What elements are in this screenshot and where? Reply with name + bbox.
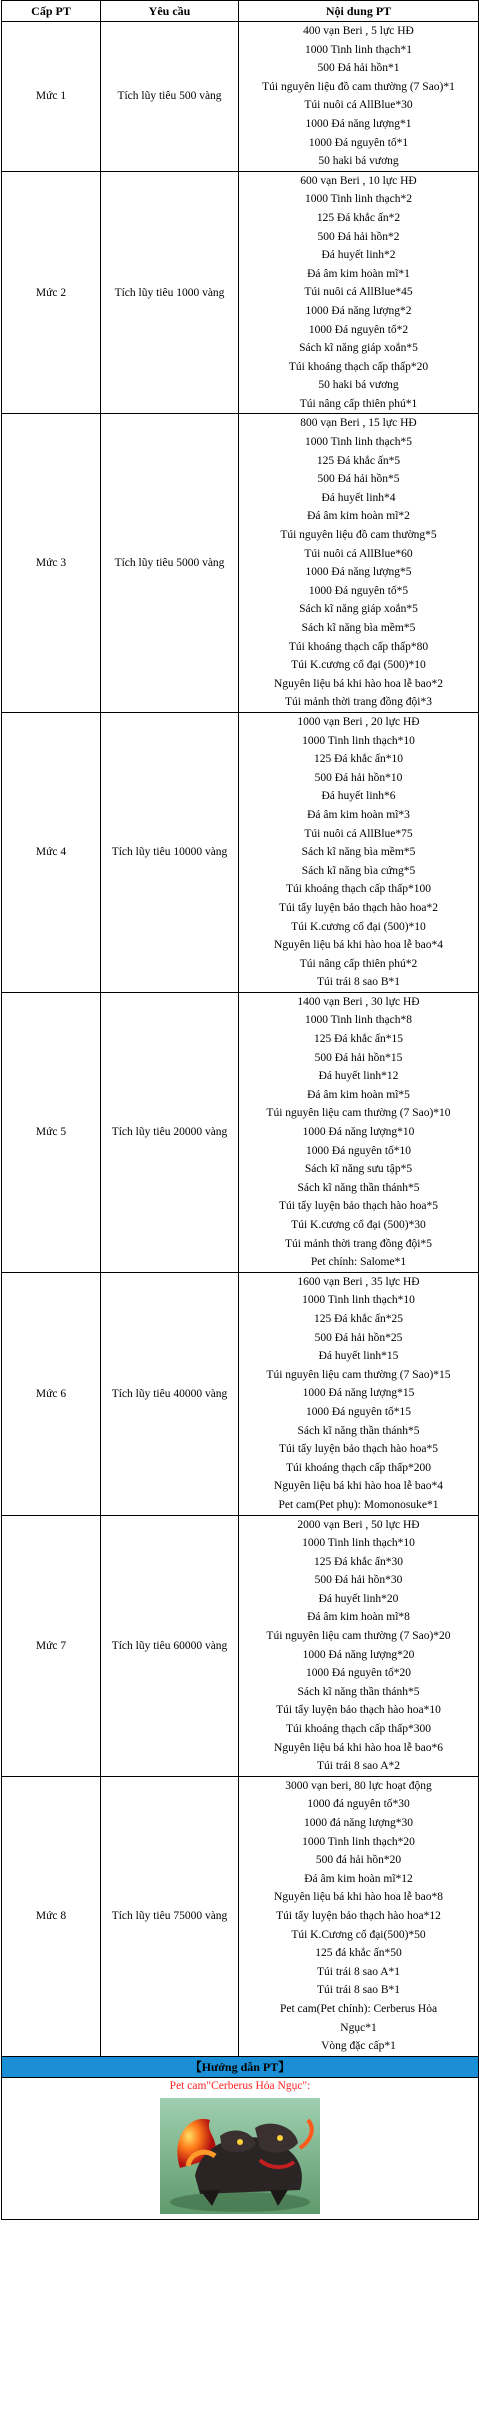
reward-item: 1000 Tinh linh thạch*10 [302, 1537, 415, 1550]
reward-item: Pet cam(Pet chính): Cerberus Hỏa [279, 2002, 438, 2015]
reward-item: 50 haki bá vương [318, 155, 399, 168]
level-cell: Mức 3 [2, 414, 101, 713]
header-level: Cấp PT [2, 1, 101, 22]
reward-item: 1000 Đá nguyên tố*15 [305, 1405, 412, 1418]
guide-body [2, 2077, 479, 2219]
reward-item: Đá huyết linh*20 [318, 1592, 399, 1605]
reward-item: Túi nâng cấp thiên phú*2 [299, 957, 418, 970]
reward-item: Túi khoáng thạch cấp thấp*300 [286, 1723, 431, 1736]
reward-item: Sách kĩ năng thần thánh*5 [297, 1424, 420, 1437]
reward-item: 125 Đá khắc ấn*5 [316, 454, 401, 467]
requirement-cell: Tích lũy tiêu 10000 vàng [101, 712, 239, 992]
reward-item: Nguyên liệu bá khi hào hoa lễ bao*4 [274, 939, 443, 952]
level-row [2, 414, 479, 713]
level-cell: Mức 5 [2, 992, 101, 1272]
level-row [2, 992, 479, 1272]
level-cell: Mức 7 [2, 1515, 101, 1776]
level-row [2, 1515, 479, 1776]
header-content: Nội dung PT [239, 1, 479, 22]
reward-item: 1000 đá năng lượng*30 [303, 1817, 414, 1829]
reward-item: Đá âm kim hoàn mĩ*5 [307, 1088, 410, 1101]
level-cell: Mức 4 [2, 712, 101, 992]
reward-item: 1000 Đá nguyên tố*2 [308, 323, 409, 336]
reward-item: Túi nuôi cá AllBlue*60 [304, 547, 413, 560]
reward-item: Sách kĩ năng giáp xoắn*5 [299, 342, 418, 355]
reward-item: Túi nuôi cá AllBlue*75 [304, 827, 413, 840]
reward-item: 1000 Tinh linh thạch*2 [304, 193, 413, 206]
reward-item: 1000 Đá năng lượng*10 [302, 1126, 415, 1139]
content-cell [239, 992, 479, 1272]
reward-table [1, 0, 479, 2220]
reward-item: Đá huyết linh*12 [318, 1070, 399, 1083]
reward-item: Nguyên liệu bá khi hào hoa lễ bao*8 [274, 1891, 443, 1904]
requirement-cell: Tích lũy tiêu 20000 vàng [101, 992, 239, 1272]
reward-item: Đá huyết linh*4 [321, 491, 396, 504]
reward-item: 1400 vạn Beri , 30 lực HĐ [297, 995, 420, 1008]
reward-item: Pet cam(Pet phụ): Momonosuke*1 [278, 1498, 439, 1511]
reward-item: Đá âm kim hoàn mĩ*3 [307, 808, 410, 821]
reward-item: Túi khoáng thạch cấp thấp*200 [286, 1461, 431, 1474]
reward-item: Túi nguyên liệu cam thường (7 Sao)*20 [266, 1630, 451, 1643]
reward-item: Vòng đặc cấp*1 [321, 2040, 396, 2053]
reward-item: Túi nguyên liệu đồ cam thường*5 [280, 529, 437, 542]
reward-item: Túi mảnh thời trang đồng đội*5 [285, 1237, 432, 1250]
requirement-cell: Tích lũy tiêu 500 vàng [101, 22, 239, 172]
reward-item: 1000 Đá nguyên tố*1 [308, 136, 409, 149]
level-row [2, 1272, 479, 1515]
reward-item: 1000 Tinh linh thạch*20 [302, 1835, 415, 1848]
reward-item: Túi trái 8 sao B*1 [316, 976, 401, 989]
requirement-cell: Tích lũy tiêu 60000 vàng [101, 1515, 239, 1776]
reward-item: Sách kĩ năng bìa cứng*5 [301, 864, 416, 877]
reward-item: Nguyên liệu bá khi hào hoa lễ bao*6 [274, 1741, 443, 1754]
reward-item: Đá huyết linh*2 [321, 249, 396, 262]
reward-item: 500 Đá hải hồn*25 [314, 1331, 403, 1344]
reward-item: 125 Đá khắc ấn*15 [313, 1033, 404, 1046]
level-row [2, 1776, 479, 2056]
reward-item: Sách kĩ năng giáp xoắn*5 [299, 603, 418, 616]
level-row [2, 712, 479, 992]
reward-item: Túi trái 8 sao A*2 [316, 1760, 401, 1773]
requirement-cell: Tích lũy tiêu 40000 vàng [101, 1272, 239, 1515]
level-cell: Mức 6 [2, 1272, 101, 1515]
reward-item: Ngục*1 [340, 2021, 377, 2034]
content-cell [239, 1776, 479, 2056]
content-cell [239, 1515, 479, 1776]
level-cell: Mức 1 [2, 22, 101, 172]
reward-item: Đá âm kim hoàn mĩ*12 [304, 1872, 413, 1885]
reward-item: 125 Đá khắc ấn*2 [316, 211, 401, 224]
reward-item: 50 haki bá vương [318, 379, 399, 392]
reward-item: 1000 đá nguyên tố*30 [307, 1798, 410, 1811]
level-row [2, 171, 479, 414]
reward-item: Đá âm kim hoàn mĩ*2 [307, 510, 410, 523]
reward-item: Túi tẩy luyện bảo thạch hào hoa*10 [276, 1704, 441, 1717]
reward-item: 1000 Đá năng lượng*20 [302, 1648, 415, 1661]
reward-item: Túi khoáng thạch cấp thấp*80 [288, 640, 429, 653]
reward-item: 800 vạn Beri , 15 lực HĐ [300, 417, 417, 430]
requirement-cell: Tích lũy tiêu 5000 vàng [101, 414, 239, 713]
content-cell [239, 22, 479, 172]
reward-item: Túi khoáng thạch cấp thấp*100 [286, 883, 431, 896]
reward-item: Túi K.cương cổ đại (500)*10 [291, 920, 426, 933]
reward-item: Túi K.Cương cổ đại(500)*50 [291, 1928, 426, 1941]
reward-item: 125 Đá khắc ấn*10 [313, 753, 404, 766]
reward-item: 500 đá hải hồn*20 [315, 1854, 402, 1867]
reward-item: Túi nuôi cá AllBlue*45 [304, 286, 413, 299]
reward-item: Túi nâng cấp thiên phú*1 [299, 397, 418, 410]
reward-item: Túi K.cương cổ đại (500)*10 [291, 659, 426, 672]
level-cell: Mức 2 [2, 171, 101, 414]
reward-item: Pet chính: Salome*1 [310, 1256, 407, 1269]
reward-item: Túi mảnh thời trang đồng đội*3 [285, 696, 432, 709]
content-cell [239, 414, 479, 713]
reward-item: 1000 Tinh linh thạch*10 [302, 1294, 415, 1307]
reward-item: Túi tẩy luyện bảo thạch hào hoa*2 [278, 901, 439, 914]
reward-item: 1000 Tinh linh thạch*1 [304, 43, 413, 56]
reward-item: 500 Đá hải hồn*5 [317, 473, 400, 486]
reward-item: 500 Đá hải hồn*30 [314, 1574, 403, 1587]
reward-item: Túi nuôi cá AllBlue*30 [304, 99, 413, 112]
reward-item: 3000 vạn beri, 80 lực hoạt động [285, 1779, 432, 1792]
guide-header: 【Hướng dẫn PT】 [2, 2056, 479, 2077]
level-row [2, 22, 479, 172]
reward-item: 1000 Đá nguyên tố*5 [308, 584, 409, 597]
reward-item: Đá huyết linh*6 [321, 790, 396, 803]
content-cell [239, 712, 479, 992]
content-cell [239, 1272, 479, 1515]
reward-item: 1000 Đá năng lượng*2 [305, 304, 412, 317]
reward-item: 1000 Tinh linh thạch*5 [304, 436, 413, 449]
pet-caption: Pet cam"Cerberus Hỏa Ngục": [169, 2079, 311, 2092]
reward-item: Túi trái 8 sao A*1 [316, 1965, 401, 1978]
reward-item: 500 Đá hải hồn*10 [314, 771, 403, 784]
reward-item: Đá âm kim hoàn mĩ*8 [307, 1611, 410, 1624]
reward-item: 1000 Đá nguyên tố*20 [305, 1667, 412, 1680]
reward-item: Túi trái 8 sao B*1 [316, 1984, 401, 1997]
reward-item: Túi nguyên liệu đồ cam thường (7 Sao)*1 [262, 80, 455, 93]
reward-item: Túi tẩy luyện bảo thạch hào hoa*12 [276, 1909, 441, 1922]
reward-item: 125 đá khắc ấn*50 [315, 1947, 402, 1960]
requirement-cell: Tích lũy tiêu 1000 vàng [101, 171, 239, 414]
requirement-cell: Tích lũy tiêu 75000 vàng [101, 1776, 239, 2056]
reward-item: 1000 Tinh linh thạch*8 [304, 1014, 413, 1027]
reward-item: Sách kĩ năng sưu tập*5 [304, 1163, 413, 1176]
reward-item: Sách kĩ năng thần thánh*5 [297, 1685, 420, 1698]
reward-item: 125 Đá khắc ấn*25 [313, 1312, 404, 1325]
reward-item: 500 Đá hải hồn*2 [317, 230, 400, 243]
reward-item: 1000 Đá năng lượng*1 [305, 117, 412, 130]
content-cell [239, 171, 479, 414]
header-requirement: Yêu cầu [101, 1, 239, 22]
reward-item: Túi K.cương cổ đại (500)*30 [291, 1219, 426, 1231]
reward-item: 400 vạn Beri , 5 lực HĐ [303, 25, 414, 37]
reward-item: 1000 Đá nguyên tố*10 [305, 1144, 412, 1157]
cerberus-pet-image [160, 2098, 320, 2219]
reward-item: Sách kĩ năng thần thánh*5 [297, 1181, 420, 1194]
reward-item: 500 Đá hải hồn*15 [314, 1051, 403, 1064]
reward-item: Nguyên liệu bá khi hào hoa lễ bao*4 [274, 1480, 443, 1493]
reward-item: 1600 vạn Beri , 35 lực HĐ [297, 1275, 420, 1288]
reward-item: 1000 vạn Beri , 20 lực HĐ [297, 715, 420, 728]
reward-item: Sách kĩ năng bìa mềm*5 [301, 846, 416, 859]
reward-item: 1000 Đá năng lượng*15 [302, 1387, 415, 1400]
reward-item: Túi tẩy luyện bảo thạch hào hoa*5 [278, 1200, 439, 1213]
reward-item: 2000 vạn Beri , 50 lực HĐ [297, 1518, 420, 1531]
reward-item: 1000 Đá năng lượng*5 [305, 566, 412, 579]
reward-item: 500 Đá hải hồn*1 [317, 62, 400, 75]
reward-item: Đá huyết linh*15 [318, 1350, 399, 1363]
reward-item: 600 vạn Beri , 10 lực HĐ [300, 174, 417, 187]
reward-item: Sách kĩ năng bìa mềm*5 [301, 622, 416, 634]
reward-item: Nguyên liệu bá khi hào hoa lễ bao*2 [274, 677, 443, 690]
reward-item: 1000 Tinh linh thạch*10 [302, 734, 415, 747]
reward-item: Đá âm kim hoàn mĩ*1 [307, 267, 410, 280]
reward-item: Túi nguyên liệu cam thường (7 Sao)*10 [266, 1107, 451, 1120]
reward-item: Túi nguyên liệu cam thường (7 Sao)*15 [266, 1368, 451, 1381]
reward-item: Túi tẩy luyện bảo thạch hào hoa*5 [278, 1443, 439, 1456]
reward-item: 125 Đá khắc ấn*30 [313, 1555, 404, 1568]
level-cell: Mức 8 [2, 1776, 101, 2056]
header-row [2, 1, 479, 22]
reward-item: Túi khoáng thạch cấp thấp*20 [288, 360, 429, 373]
